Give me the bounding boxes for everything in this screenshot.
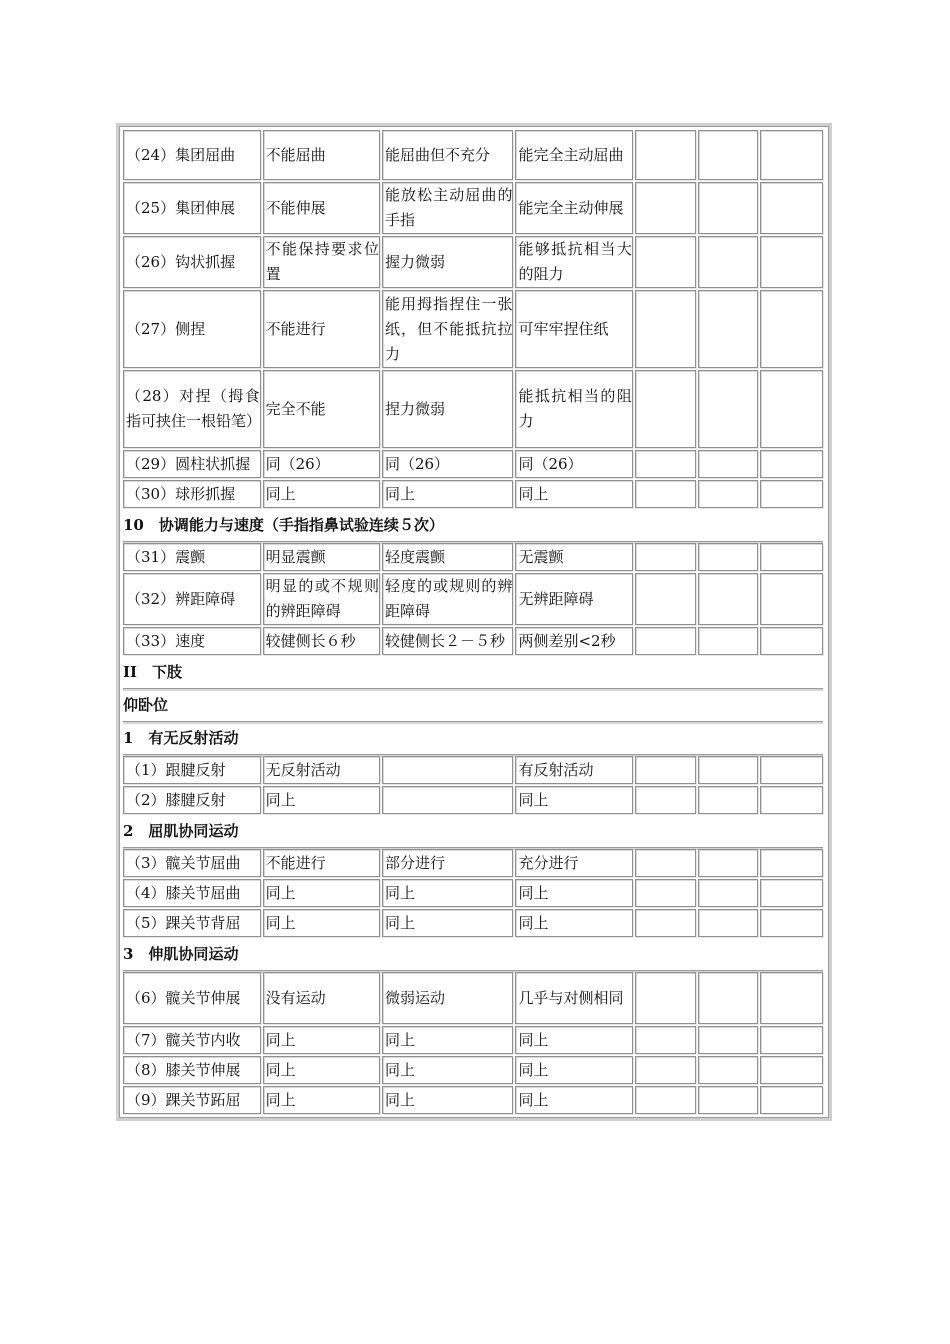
criteria-cell: 能用拇指捏住一张纸，但不能抵抗拉力 xyxy=(382,290,514,368)
score-cell xyxy=(635,130,696,180)
score-cell xyxy=(760,879,823,907)
table-row xyxy=(123,450,823,478)
score-cell xyxy=(760,1086,823,1114)
score-cell xyxy=(760,849,823,877)
criteria-cell: 同上 xyxy=(382,480,514,508)
table-row xyxy=(123,1086,823,1114)
criteria-cell: 不能屈曲 xyxy=(263,130,380,180)
criteria-cell: 能放松主动屈曲的手指 xyxy=(382,182,514,234)
score-cell xyxy=(635,849,696,877)
section-row xyxy=(123,690,823,721)
criteria-cell: 同上 xyxy=(263,1086,380,1114)
table-row xyxy=(123,879,823,907)
criteria-cell: 能完全主动伸展 xyxy=(515,182,632,234)
criteria-cell: 握力微弱 xyxy=(382,236,514,288)
score-cell xyxy=(760,450,823,478)
score-cell xyxy=(635,480,696,508)
score-cell xyxy=(635,1026,696,1054)
score-cell xyxy=(635,1056,696,1084)
score-cell xyxy=(635,1086,696,1114)
score-cell xyxy=(698,543,759,571)
item-name-cell: （3）髋关节屈曲 xyxy=(123,849,261,877)
criteria-cell: 两侧差别<2秒 xyxy=(515,627,632,655)
criteria-cell xyxy=(382,786,514,814)
score-cell xyxy=(760,573,823,625)
score-cell xyxy=(760,786,823,814)
item-name-cell: （7）髋关节内收 xyxy=(123,1026,261,1054)
score-cell xyxy=(760,1056,823,1084)
section-row xyxy=(123,657,823,688)
criteria-cell: 同（26） xyxy=(263,450,380,478)
criteria-cell: 较健侧长２－５秒 xyxy=(382,627,514,655)
score-cell xyxy=(760,1026,823,1054)
item-name-cell: （29）圆柱状抓握 xyxy=(123,450,261,478)
criteria-cell: 较健侧长６秒 xyxy=(263,627,380,655)
score-cell xyxy=(698,290,759,368)
table-row xyxy=(123,972,823,1024)
section-row xyxy=(123,939,823,970)
table-row xyxy=(123,290,823,368)
assessment-table-frame xyxy=(116,123,832,1121)
score-cell xyxy=(698,849,759,877)
section-heading: 10 协调能力与速度（手指指鼻试验连续５次） xyxy=(123,510,823,541)
item-name-cell: （31）震颤 xyxy=(123,543,261,571)
score-cell xyxy=(698,573,759,625)
criteria-cell: 同上 xyxy=(263,909,380,937)
item-name-cell: （24）集团屈曲 xyxy=(123,130,261,180)
score-cell xyxy=(760,130,823,180)
table-row xyxy=(123,1056,823,1084)
score-cell xyxy=(698,236,759,288)
score-cell xyxy=(635,786,696,814)
score-cell xyxy=(760,290,823,368)
criteria-cell: 明显震颤 xyxy=(263,543,380,571)
score-cell xyxy=(635,627,696,655)
table-row xyxy=(123,480,823,508)
table-row xyxy=(123,543,823,571)
score-cell xyxy=(760,909,823,937)
item-name-cell: （28）对捏（拇食指可挟住一根铅笔） xyxy=(123,370,261,448)
criteria-cell: 无震颤 xyxy=(515,543,632,571)
table-row xyxy=(123,627,823,655)
score-cell xyxy=(635,573,696,625)
score-cell xyxy=(635,182,696,234)
item-name-cell: （26）钩状抓握 xyxy=(123,236,261,288)
score-cell xyxy=(698,480,759,508)
criteria-cell: 不能伸展 xyxy=(263,182,380,234)
criteria-cell: 微弱运动 xyxy=(382,972,514,1024)
score-cell xyxy=(635,290,696,368)
criteria-cell: 同上 xyxy=(263,879,380,907)
score-cell xyxy=(760,972,823,1024)
item-name-cell: （25）集团伸展 xyxy=(123,182,261,234)
criteria-cell: 无辨距障碍 xyxy=(515,573,632,625)
criteria-cell: 不能进行 xyxy=(263,290,380,368)
criteria-cell: 无反射活动 xyxy=(263,756,380,784)
section-heading: 2 屈肌协同运动 xyxy=(123,816,823,847)
table-row xyxy=(123,849,823,877)
criteria-cell: 同上 xyxy=(263,1026,380,1054)
criteria-cell: 轻度震颤 xyxy=(382,543,514,571)
score-cell xyxy=(698,370,759,448)
table-row xyxy=(123,756,823,784)
criteria-cell: 有反射活动 xyxy=(515,756,632,784)
section-row xyxy=(123,816,823,847)
table-row xyxy=(123,786,823,814)
score-cell xyxy=(698,130,759,180)
section-row xyxy=(123,723,823,754)
score-cell xyxy=(698,1026,759,1054)
score-cell xyxy=(635,909,696,937)
score-cell xyxy=(698,1086,759,1114)
score-cell xyxy=(698,879,759,907)
score-cell xyxy=(635,450,696,478)
score-cell xyxy=(760,543,823,571)
score-cell xyxy=(698,909,759,937)
score-cell xyxy=(698,786,759,814)
item-name-cell: （8）膝关节伸展 xyxy=(123,1056,261,1084)
criteria-cell: 同（26） xyxy=(382,450,514,478)
table-row xyxy=(123,1026,823,1054)
item-name-cell: （33）速度 xyxy=(123,627,261,655)
section-heading: 1 有无反射活动 xyxy=(123,723,823,754)
section-heading: 3 伸肌协同运动 xyxy=(123,939,823,970)
item-name-cell: （27）侧捏 xyxy=(123,290,261,368)
score-cell xyxy=(698,182,759,234)
criteria-cell: 同上 xyxy=(382,1056,514,1084)
item-name-cell: （1）跟腱反射 xyxy=(123,756,261,784)
score-cell xyxy=(760,370,823,448)
criteria-cell: 不能进行 xyxy=(263,849,380,877)
table-row xyxy=(123,236,823,288)
criteria-cell: 同上 xyxy=(382,1026,514,1054)
item-name-cell: （9）踝关节跖屈 xyxy=(123,1086,261,1114)
score-cell xyxy=(635,370,696,448)
section-row xyxy=(123,510,823,541)
score-cell xyxy=(698,627,759,655)
score-cell xyxy=(760,627,823,655)
criteria-cell: 同上 xyxy=(382,909,514,937)
criteria-cell: 同上 xyxy=(515,1026,632,1054)
item-name-cell: （32）辨距障碍 xyxy=(123,573,261,625)
assessment-table xyxy=(121,128,825,1116)
score-cell xyxy=(760,182,823,234)
section-heading: II 下肢 xyxy=(123,657,823,688)
criteria-cell xyxy=(382,756,514,784)
criteria-cell: 捏力微弱 xyxy=(382,370,514,448)
criteria-cell: 不能保持要求位置 xyxy=(263,236,380,288)
table-row xyxy=(123,130,823,180)
table-row xyxy=(123,909,823,937)
table-row xyxy=(123,182,823,234)
score-cell xyxy=(698,756,759,784)
criteria-cell: 能够抵抗相当大的阻力 xyxy=(515,236,632,288)
criteria-cell: 能抵抗相当的阻力 xyxy=(515,370,632,448)
criteria-cell: 没有运动 xyxy=(263,972,380,1024)
score-cell xyxy=(635,236,696,288)
criteria-cell: 充分进行 xyxy=(515,849,632,877)
criteria-cell: 同上 xyxy=(515,879,632,907)
score-cell xyxy=(635,879,696,907)
criteria-cell: 明显的或不规则的辨距障碍 xyxy=(263,573,380,625)
criteria-cell: 同上 xyxy=(515,786,632,814)
criteria-cell: 能屈曲但不充分 xyxy=(382,130,514,180)
table-row xyxy=(123,573,823,625)
criteria-cell: 同上 xyxy=(515,480,632,508)
criteria-cell: 同上 xyxy=(515,909,632,937)
criteria-cell: 同上 xyxy=(382,1086,514,1114)
criteria-cell: 几乎与对侧相同 xyxy=(515,972,632,1024)
criteria-cell: 同（26） xyxy=(515,450,632,478)
criteria-cell: 完全不能 xyxy=(263,370,380,448)
criteria-cell: 同上 xyxy=(263,1056,380,1084)
criteria-cell: 同上 xyxy=(263,480,380,508)
score-cell xyxy=(698,450,759,478)
score-cell xyxy=(698,972,759,1024)
score-cell xyxy=(760,480,823,508)
criteria-cell: 同上 xyxy=(263,786,380,814)
score-cell xyxy=(760,756,823,784)
criteria-cell: 部分进行 xyxy=(382,849,514,877)
criteria-cell: 轻度的或规则的辨距障碍 xyxy=(382,573,514,625)
criteria-cell: 能完全主动屈曲 xyxy=(515,130,632,180)
score-cell xyxy=(698,1056,759,1084)
item-name-cell: （4）膝关节屈曲 xyxy=(123,879,261,907)
criteria-cell: 同上 xyxy=(515,1086,632,1114)
score-cell xyxy=(635,543,696,571)
criteria-cell: 可牢牢捏住纸 xyxy=(515,290,632,368)
criteria-cell: 同上 xyxy=(382,879,514,907)
criteria-cell: 同上 xyxy=(515,1056,632,1084)
score-cell xyxy=(635,972,696,1024)
section-heading: 仰卧位 xyxy=(123,690,823,721)
item-name-cell: （30）球形抓握 xyxy=(123,480,261,508)
table-row xyxy=(123,370,823,448)
score-cell xyxy=(635,756,696,784)
score-cell xyxy=(760,236,823,288)
item-name-cell: （2）膝腱反射 xyxy=(123,786,261,814)
item-name-cell: （6）髋关节伸展 xyxy=(123,972,261,1024)
item-name-cell: （5）踝关节背屈 xyxy=(123,909,261,937)
